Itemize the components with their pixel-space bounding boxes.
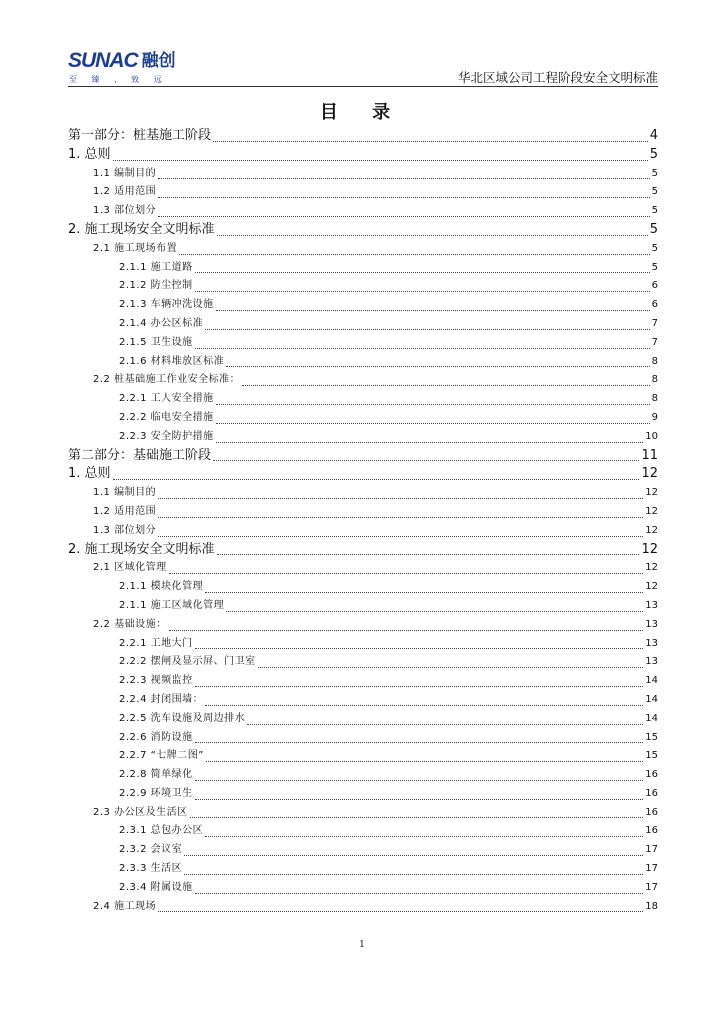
toc-entry[interactable] bbox=[68, 785, 658, 804]
toc-leader-dots bbox=[205, 592, 643, 593]
toc-leader-dots bbox=[158, 498, 643, 499]
toc-entry-label: 2.2.4 封闭围墙： bbox=[119, 693, 204, 705]
toc-entry-label: 2. 施工现场安全文明标准 bbox=[68, 541, 215, 557]
toc-entry-page: 5 bbox=[651, 261, 658, 273]
logo-slogan: 至 臻 , 致 远 bbox=[69, 75, 168, 84]
toc-leader-dots bbox=[195, 799, 644, 800]
toc-entry-page: 14 bbox=[645, 693, 658, 705]
toc-leader-dots bbox=[216, 404, 650, 405]
toc-entry-label: 2.2 桩基础施工作业安全标准： bbox=[93, 374, 241, 386]
toc-entry-label: 1.1 编制目的 bbox=[93, 487, 157, 499]
toc-entry-label: 2.1.5 卫生设施 bbox=[119, 336, 193, 348]
toc-entry-label: 1.2 适用范围 bbox=[93, 505, 157, 517]
toc-leader-dots bbox=[205, 705, 643, 706]
toc-entry[interactable] bbox=[68, 898, 658, 917]
toc-leader-dots bbox=[195, 742, 644, 743]
toc-entry-page: 14 bbox=[645, 712, 658, 724]
toc-entry-label: 2.3.1 总包办公区 bbox=[119, 825, 204, 837]
toc-entry[interactable] bbox=[68, 860, 658, 879]
toc-entry-label: 2.1 施工现场布置 bbox=[93, 242, 178, 254]
toc-entry-page: 9 bbox=[651, 411, 658, 423]
toc-entry-page: 12 bbox=[645, 487, 658, 499]
toc-leader-dots bbox=[195, 272, 650, 273]
toc-entry-page: 16 bbox=[645, 825, 658, 837]
toc-leader-dots bbox=[158, 178, 650, 179]
toc-entry-page: 18 bbox=[645, 900, 658, 912]
toc-entry-page: 13 bbox=[645, 599, 658, 611]
toc-leader-dots bbox=[242, 385, 650, 386]
toc-heading: 目 录 bbox=[319, 102, 405, 123]
toc-entry[interactable] bbox=[68, 202, 658, 221]
toc-entry[interactable] bbox=[68, 522, 658, 541]
toc-leader-dots bbox=[258, 667, 644, 668]
toc-entry-label: 第二部分：基础施工阶段 bbox=[68, 447, 212, 463]
toc-entry[interactable] bbox=[68, 710, 658, 729]
page-header bbox=[68, 46, 658, 88]
toc-entry-label: 2.2.5 洗车设施及周边排水 bbox=[119, 712, 246, 724]
toc-entry[interactable] bbox=[68, 841, 658, 860]
toc-entry[interactable] bbox=[68, 653, 658, 672]
toc-entry[interactable] bbox=[68, 409, 658, 428]
toc-entry[interactable] bbox=[68, 503, 658, 522]
toc-entry[interactable] bbox=[68, 747, 658, 766]
toc-entry-label: 2.3 办公区及生活区 bbox=[93, 806, 188, 818]
toc-entry-label: 2.1.1 模块化管理 bbox=[119, 581, 204, 593]
toc-entry-page: 17 bbox=[645, 844, 658, 856]
toc-entry-label: 1. 总则 bbox=[68, 146, 111, 162]
toc-entry-page: 6 bbox=[651, 280, 658, 292]
toc-entry-page: 5 bbox=[651, 186, 658, 198]
toc-entry-page: 4 bbox=[649, 128, 658, 143]
toc-entry[interactable] bbox=[68, 296, 658, 315]
toc-leader-dots bbox=[213, 460, 639, 461]
toc-leader-dots bbox=[217, 554, 640, 555]
toc-entry-label: 2. 施工现场安全文明标准 bbox=[68, 221, 215, 237]
toc-leader-dots bbox=[195, 780, 644, 781]
toc-leader-dots bbox=[195, 348, 650, 349]
toc-entry[interactable] bbox=[68, 277, 658, 296]
toc-entry-page: 8 bbox=[651, 374, 658, 386]
toc-entry-label: 2.2.3 视频监控 bbox=[119, 675, 193, 687]
toc-entry[interactable] bbox=[68, 390, 658, 409]
toc-entry-label: 2.2.2 临电安全措施 bbox=[119, 411, 214, 423]
toc-entry-label: 2.3.3 生活区 bbox=[119, 863, 183, 875]
toc-entry-page: 6 bbox=[651, 299, 658, 311]
toc-entry[interactable] bbox=[68, 353, 658, 372]
toc-entry-page: 16 bbox=[645, 806, 658, 818]
toc-leader-dots bbox=[195, 686, 644, 687]
toc-leader-dots bbox=[158, 911, 643, 912]
toc-leader-dots bbox=[205, 836, 643, 837]
toc-entry-page: 13 bbox=[645, 656, 658, 668]
toc-entry[interactable] bbox=[68, 691, 658, 710]
toc-entry[interactable] bbox=[68, 822, 658, 841]
toc-entry[interactable] bbox=[68, 484, 658, 503]
toc-entry[interactable] bbox=[68, 240, 658, 259]
toc-leader-dots bbox=[113, 479, 640, 480]
toc-entry[interactable] bbox=[68, 597, 658, 616]
toc-entry-page: 5 bbox=[649, 221, 658, 237]
toc-leader-dots bbox=[190, 817, 644, 818]
toc-entry[interactable] bbox=[68, 541, 658, 560]
toc-entry-label: 2.3.2 会议室 bbox=[119, 844, 183, 856]
toc-entry[interactable] bbox=[68, 578, 658, 597]
toc-entry[interactable] bbox=[68, 334, 658, 353]
toc-entry-page: 12 bbox=[645, 505, 658, 517]
toc-entry-page: 14 bbox=[645, 675, 658, 687]
toc-entry-label: 2.1.4 办公区标准 bbox=[119, 317, 204, 329]
toc-entry[interactable] bbox=[68, 165, 658, 184]
toc-entry[interactable] bbox=[68, 729, 658, 748]
toc-entry[interactable] bbox=[68, 672, 658, 691]
toc-entry-label: 2.2.9 环境卫生 bbox=[119, 787, 193, 799]
toc-entry-label: 2.1.1 施工道路 bbox=[119, 261, 193, 273]
toc-entry-page: 16 bbox=[645, 787, 658, 799]
toc-entry-page: 5 bbox=[651, 167, 658, 179]
logo-brand-text: SUNAC bbox=[68, 49, 138, 72]
table-of-contents bbox=[68, 127, 658, 916]
toc-entry-label: 1.1 编制目的 bbox=[93, 167, 157, 179]
toc-entry-page: 17 bbox=[645, 881, 658, 893]
toc-entry-label: 2.2.2 摆闸及显示屏、门卫室 bbox=[119, 656, 256, 668]
toc-leader-dots bbox=[206, 761, 643, 762]
toc-entry-page: 17 bbox=[645, 863, 658, 875]
toc-entry-page: 15 bbox=[645, 731, 658, 743]
toc-entry-label: 2.2.8 简单绿化 bbox=[119, 769, 193, 781]
toc-entry[interactable] bbox=[68, 879, 658, 898]
toc-entry-label: 2.2.7 “七牌二图” bbox=[119, 750, 204, 762]
toc-entry-page: 11 bbox=[641, 447, 658, 463]
toc-entry-page: 7 bbox=[651, 336, 658, 348]
toc-leader-dots bbox=[195, 648, 644, 649]
toc-leader-dots bbox=[216, 310, 650, 311]
toc-entry[interactable] bbox=[68, 766, 658, 785]
toc-entry[interactable] bbox=[68, 635, 658, 654]
toc-entry[interactable] bbox=[68, 559, 658, 578]
toc-leader-dots bbox=[169, 630, 644, 631]
toc-entry-page: 8 bbox=[651, 355, 658, 367]
toc-leader-dots bbox=[247, 724, 643, 725]
toc-entry-label: 2.1.3 车辆冲洗设施 bbox=[119, 299, 214, 311]
toc-entry[interactable] bbox=[68, 146, 658, 165]
toc-leader-dots bbox=[158, 517, 643, 518]
toc-entry[interactable] bbox=[68, 465, 658, 484]
toc-entry-page: 13 bbox=[645, 618, 658, 630]
toc-entry[interactable] bbox=[68, 259, 658, 278]
toc-entry-label: 2.2.1 工人安全措施 bbox=[119, 393, 214, 405]
toc-entry-label: 2.1.6 材料堆放区标准 bbox=[119, 355, 225, 367]
toc-leader-dots bbox=[226, 611, 643, 612]
toc-entry-page: 16 bbox=[645, 769, 658, 781]
toc-entry-page: 10 bbox=[645, 430, 658, 442]
toc-leader-dots bbox=[205, 329, 650, 330]
toc-entry-page: 12 bbox=[645, 581, 658, 593]
toc-entry-page: 12 bbox=[645, 562, 658, 574]
toc-entry-page: 8 bbox=[651, 393, 658, 405]
toc-leader-dots bbox=[158, 536, 643, 537]
toc-entry-label: 2.2.3 安全防护措施 bbox=[119, 430, 214, 442]
toc-leader-dots bbox=[113, 160, 648, 161]
toc-entry[interactable] bbox=[68, 428, 658, 447]
toc-entry-page: 5 bbox=[651, 242, 658, 254]
toc-entry-label: 1. 总则 bbox=[68, 466, 111, 482]
toc-entry-label: 2.1.2 防尘控制 bbox=[119, 280, 193, 292]
toc-entry-label: 第一部分：桩基施工阶段 bbox=[68, 128, 212, 143]
toc-entry-page: 12 bbox=[641, 466, 658, 482]
toc-entry-page: 13 bbox=[645, 637, 658, 649]
toc-leader-dots bbox=[195, 291, 650, 292]
toc-entry-label: 2.4 施工现场 bbox=[93, 900, 157, 912]
toc-entry[interactable] bbox=[68, 315, 658, 334]
toc-entry-page: 12 bbox=[641, 541, 658, 557]
header-divider bbox=[68, 86, 658, 87]
toc-leader-dots bbox=[179, 254, 650, 255]
toc-entry[interactable] bbox=[68, 616, 658, 635]
toc-entry-label: 2.2.1 工地大门 bbox=[119, 637, 193, 649]
toc-entry[interactable] bbox=[68, 221, 658, 240]
toc-leader-dots bbox=[195, 893, 644, 894]
toc-entry[interactable] bbox=[68, 371, 658, 390]
document-title: 华北区域公司工程阶段安全文明标准 bbox=[457, 70, 658, 85]
logo-chinese-text: 融创 bbox=[141, 51, 176, 71]
toc-entry[interactable] bbox=[68, 447, 658, 466]
toc-entry[interactable] bbox=[68, 183, 658, 202]
toc-entry-page: 5 bbox=[651, 205, 658, 217]
toc-entry-label: 1.3 部位划分 bbox=[93, 205, 157, 217]
toc-leader-dots bbox=[217, 235, 648, 236]
toc-entry-label: 1.3 部位划分 bbox=[93, 524, 157, 536]
toc-leader-dots bbox=[158, 197, 650, 198]
toc-entry-page: 5 bbox=[649, 146, 658, 162]
toc-leader-dots bbox=[184, 855, 643, 856]
toc-leader-dots bbox=[158, 216, 650, 217]
toc-entry[interactable] bbox=[68, 127, 658, 146]
toc-entry[interactable] bbox=[68, 804, 658, 823]
toc-leader-dots bbox=[216, 442, 644, 443]
page-number: 1 bbox=[359, 940, 365, 950]
toc-entry-label: 1.2 适用范围 bbox=[93, 186, 157, 198]
sunac-logo bbox=[68, 50, 208, 84]
toc-entry-page: 12 bbox=[645, 524, 658, 536]
toc-entry-label: 2.1.1 施工区域化管理 bbox=[119, 599, 225, 611]
toc-entry-label: 2.3.4 附属设施 bbox=[119, 881, 193, 893]
toc-entry-label: 2.1 区域化管理 bbox=[93, 562, 167, 574]
toc-leader-dots bbox=[169, 573, 644, 574]
toc-leader-dots bbox=[226, 366, 650, 367]
toc-leader-dots bbox=[216, 423, 650, 424]
toc-entry-page: 15 bbox=[645, 750, 658, 762]
toc-entry-label: 2.2 基础设施： bbox=[93, 618, 167, 630]
toc-entry-label: 2.2.6 消防设施 bbox=[119, 731, 193, 743]
toc-leader-dots bbox=[184, 874, 643, 875]
toc-entry-page: 7 bbox=[651, 317, 658, 329]
toc-leader-dots bbox=[213, 141, 648, 142]
